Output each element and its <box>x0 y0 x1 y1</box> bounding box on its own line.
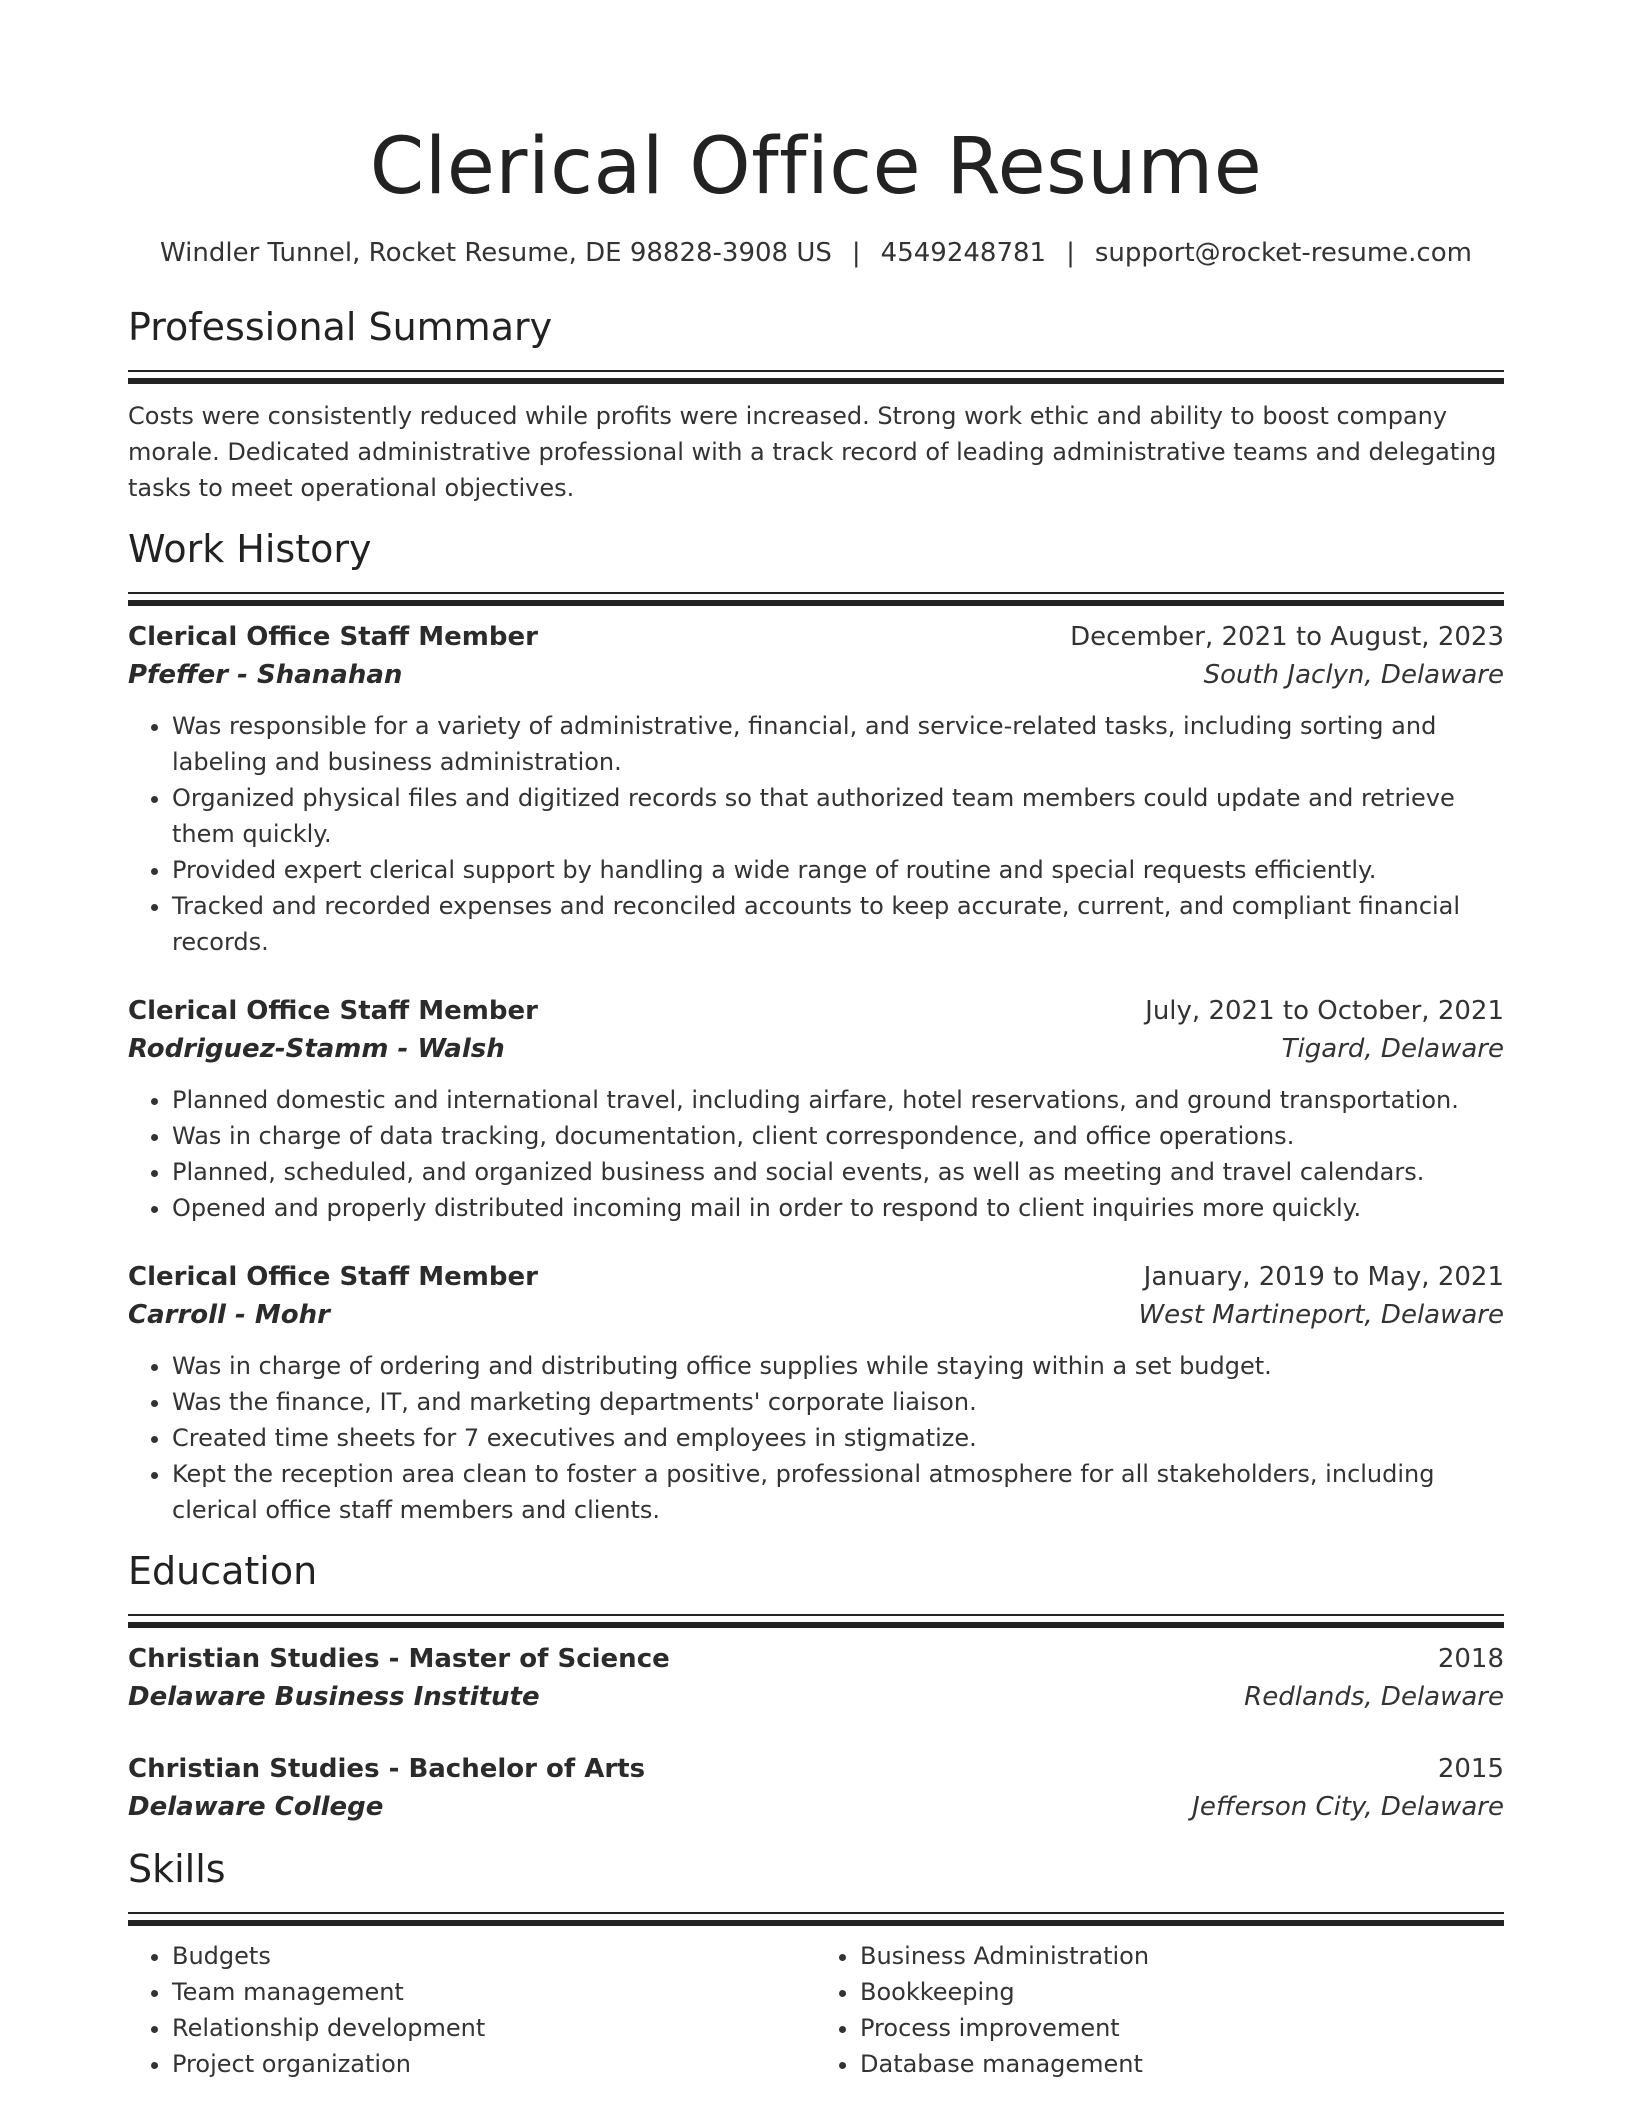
job-bullets <box>128 708 1504 960</box>
list-item: • Kept the reception area clean to foster a positive, professional atmosphere for all stakeholders, including clerical office staff members and clients. <box>172 1456 1504 1528</box>
list-item: • Organized physical files and digitized records so that authorized team members could update and retrieve them quickly. <box>172 780 1504 852</box>
education-year: 2018 <box>1437 1644 1504 1674</box>
skill-item: • Business Administration <box>860 1938 1504 1974</box>
list-item: • Planned domestic and international travel, including airfare, hotel reservations, and ground transportation. <box>172 1082 1504 1118</box>
skill-item: • Process improvement <box>860 2010 1504 2046</box>
section-rule-thick <box>128 1920 1504 1926</box>
job-company-row <box>128 1030 1504 1068</box>
education-heading: Education <box>128 1549 318 1593</box>
section-rule-thick <box>128 378 1504 384</box>
job-bullets <box>128 1082 1504 1226</box>
contact-separator: | <box>1066 238 1075 268</box>
job-entry <box>128 1258 1504 1528</box>
education-section <box>128 1548 1504 1826</box>
job-dates: January, 2019 to May, 2021 <box>1143 1262 1504 1292</box>
work-heading: Work History <box>128 527 372 571</box>
job-dates: July, 2021 to October, 2021 <box>1145 996 1504 1026</box>
contact-phone: 4549248781 <box>880 238 1047 268</box>
section-rule-thin <box>128 370 1504 372</box>
section-rule-thin <box>128 592 1504 594</box>
list-item: • Planned, scheduled, and organized business and social events, as well as meeting and travel calendars. <box>172 1154 1504 1190</box>
education-location: Jefferson City, Delaware <box>1192 1792 1504 1822</box>
resume-content <box>128 0 1504 2082</box>
summary-text: Costs were consistently reduced while profits were increased. Strong work ethic and ability to boost company morale. Dedicated administrative professional with a track record of leading administrative teams and delegating tasks to meet operational objectives. <box>128 402 1497 502</box>
list-item: • Was the finance, IT, and marketing departments' corporate liaison. <box>172 1384 1504 1420</box>
skills-list-left <box>128 1938 816 2082</box>
education-school-row <box>128 1678 1504 1716</box>
contact-address: Windler Tunnel, Rocket Resume, DE 98828-3908 US <box>160 238 832 268</box>
contact-line <box>128 236 1504 270</box>
section-rule-thick <box>128 1622 1504 1628</box>
job-company-row <box>128 656 1504 694</box>
skill-item: • Budgets <box>172 1938 816 1974</box>
job-title: Clerical Office Staff Member <box>128 1262 538 1292</box>
education-header-row <box>128 1750 1504 1788</box>
page-title: Clerical Office Resume <box>369 122 1263 212</box>
job-company: Carroll - Mohr <box>128 1300 330 1330</box>
job-entry <box>128 618 1504 960</box>
list-item: • Created time sheets for 7 executives and employees in stigmatize. <box>172 1420 1504 1456</box>
skills-columns <box>128 1938 1504 2082</box>
job-header-row <box>128 1258 1504 1296</box>
education-degree: Christian Studies - Master of Science <box>128 1644 670 1674</box>
section-rule-thin <box>128 1912 1504 1914</box>
job-company: Rodriguez-Stamm - Walsh <box>128 1034 505 1064</box>
education-header-row <box>128 1640 1504 1678</box>
job-company: Pfeffer - Shanahan <box>128 660 403 690</box>
education-entry <box>128 1750 1504 1826</box>
education-year: 2015 <box>1437 1754 1504 1784</box>
skill-item: • Bookkeeping <box>860 1974 1504 2010</box>
list-item: • Provided expert clerical support by handling a wide range of routine and special requests efficiently. <box>172 852 1504 888</box>
skill-item: • Team management <box>172 1974 816 2010</box>
summary-heading: Professional Summary <box>128 305 553 349</box>
work-section <box>128 526 1504 1528</box>
skills-section <box>128 1846 1504 2082</box>
list-item: • Was responsible for a variety of administrative, financial, and service-related tasks, including sorting and labeling and business administration. <box>172 708 1504 780</box>
job-header-row <box>128 618 1504 656</box>
education-school: Delaware Business Institute <box>128 1682 540 1712</box>
skill-item: • Project organization <box>172 2046 816 2082</box>
job-header-row <box>128 992 1504 1030</box>
job-company-row <box>128 1296 1504 1334</box>
job-location: South Jaclyn, Delaware <box>1203 660 1504 690</box>
list-item: • Tracked and recorded expenses and reconciled accounts to keep accurate, current, and compliant financial records. <box>172 888 1504 960</box>
job-bullets <box>128 1348 1504 1528</box>
education-degree: Christian Studies - Bachelor of Arts <box>128 1754 646 1784</box>
job-location: West Martineport, Delaware <box>1138 1300 1504 1330</box>
section-rule-thick <box>128 600 1504 606</box>
list-item: • Opened and properly distributed incoming mail in order to respond to client inquiries more quickly. <box>172 1190 1504 1226</box>
skill-item: • Relationship development <box>172 2010 816 2046</box>
job-location: Tigard, Delaware <box>1281 1034 1504 1064</box>
job-title: Clerical Office Staff Member <box>128 996 538 1026</box>
job-dates: December, 2021 to August, 2023 <box>1070 622 1504 652</box>
education-location: Redlands, Delaware <box>1244 1682 1504 1712</box>
summary-section <box>128 304 1504 506</box>
job-entry <box>128 992 1504 1226</box>
education-school-row <box>128 1788 1504 1826</box>
contact-email: support@rocket-resume.com <box>1094 238 1472 268</box>
contact-separator: | <box>851 238 861 268</box>
list-item: • Was in charge of ordering and distributing office supplies while staying within a set budget. <box>172 1348 1504 1384</box>
skills-heading: Skills <box>128 1847 226 1891</box>
education-entry <box>128 1640 1504 1716</box>
skills-list-right <box>816 1938 1504 2082</box>
list-item: • Was in charge of data tracking, documentation, client correspondence, and office operations. <box>172 1118 1504 1154</box>
education-school: Delaware College <box>128 1792 384 1822</box>
job-title: Clerical Office Staff Member <box>128 622 538 652</box>
skill-item: • Database management <box>860 2046 1504 2082</box>
section-rule-thin <box>128 1614 1504 1616</box>
